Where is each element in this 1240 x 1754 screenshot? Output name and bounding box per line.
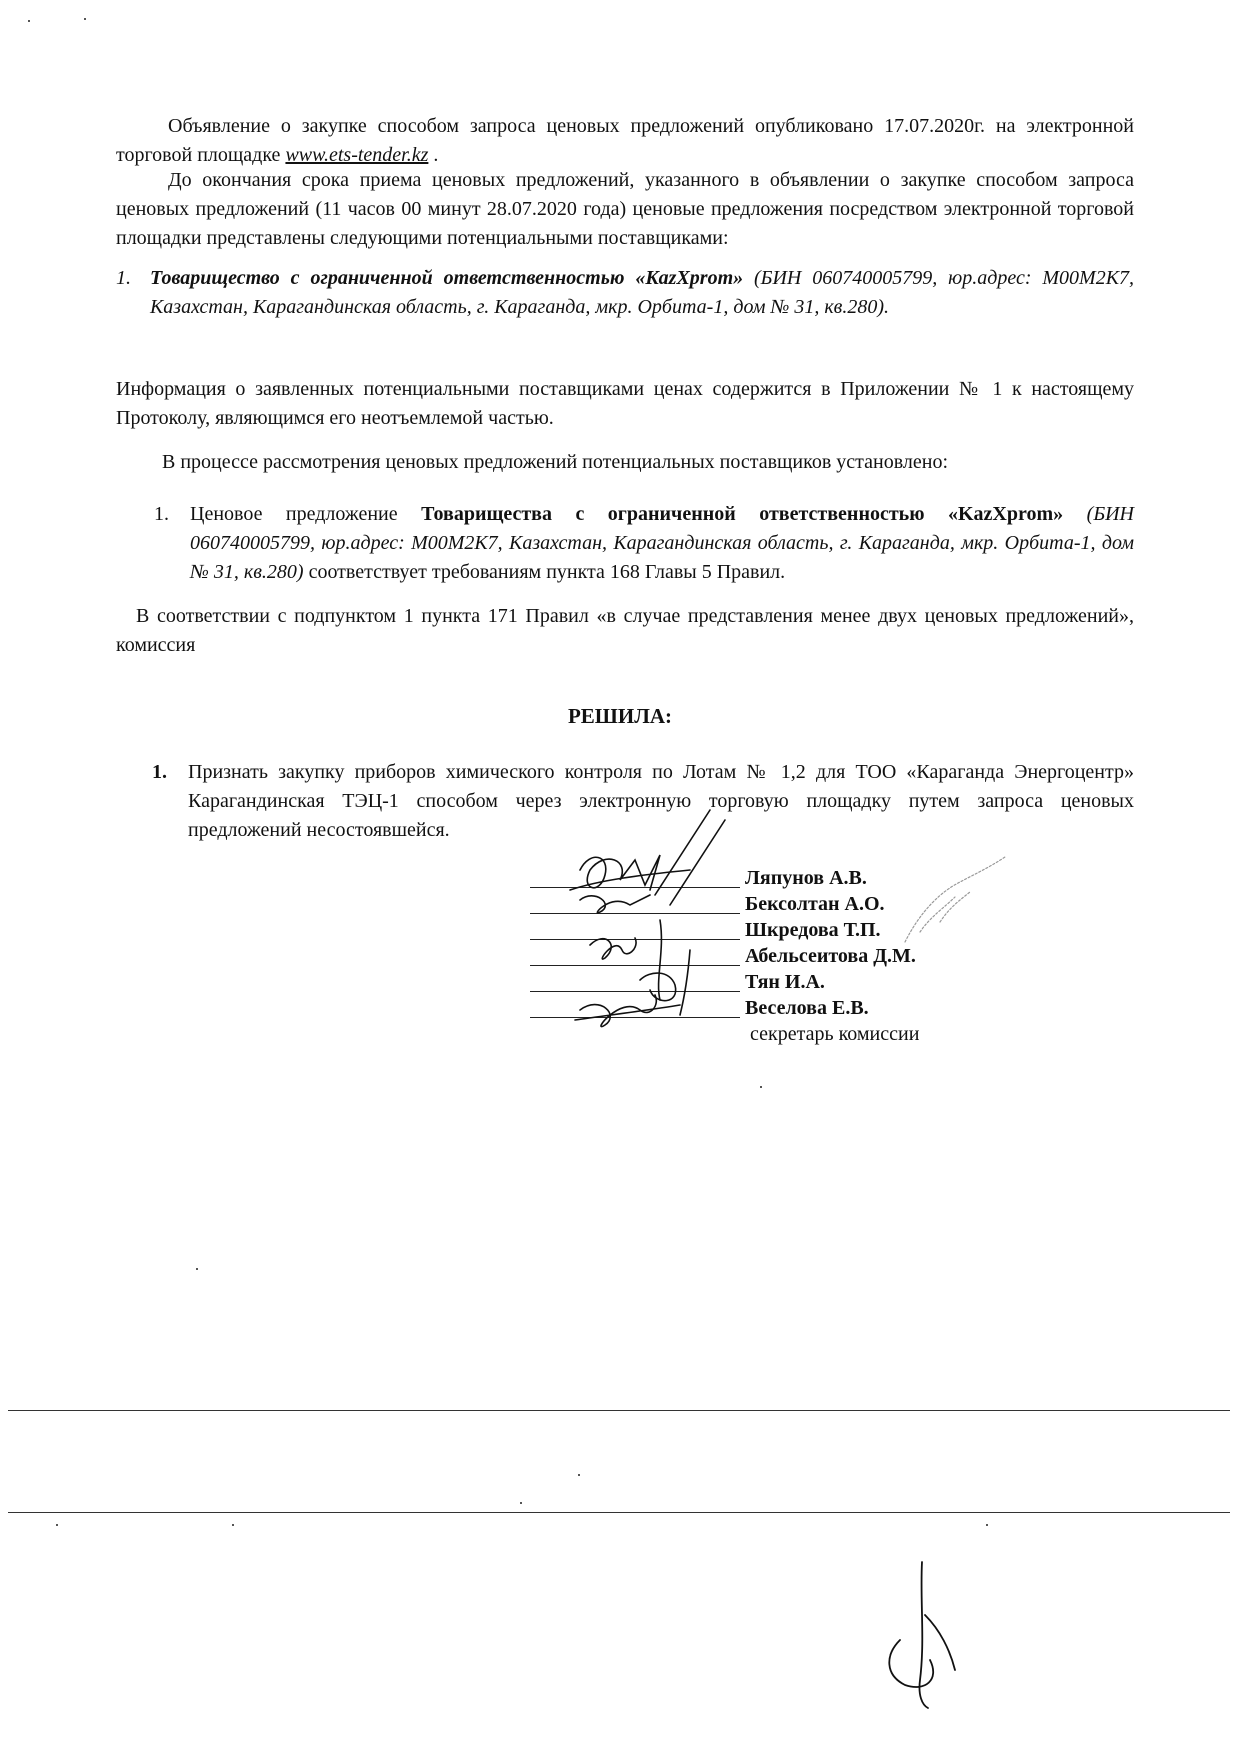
scan-speck — [56, 1524, 58, 1526]
finding-prefix: Ценовое предложение — [190, 503, 422, 525]
finding-details: (БИН 060740005799, юр.адрес: М00М2К7, Казахстан, Карагандинская область, г. Караганда, мкр. Орбита-1, дом № 31, кв.280) — [190, 503, 1134, 583]
signatory-name: Бексолтан А.О. — [745, 893, 885, 915]
signatory-name: Ляпунов А.В. — [745, 867, 867, 889]
announcement-text: Объявление о закупке способом запроса ценовых предложений опубликовано 17.07.2020г. на электронной торговой площадке — [116, 115, 1134, 166]
supplier-item — [116, 264, 1134, 322]
review-intro-paragraph: В процессе рассмотрения ценовых предложений потенциальных поставщиков установлено: — [162, 451, 948, 473]
decision-number: 1. — [152, 761, 167, 783]
scan-speck — [760, 1086, 762, 1088]
supplier-details: (БИН 060740005799, юр.адрес: М00М2К7, Казахстан, Карагандинская область, г. Караганда, мкр. Орбита-1, дом № 31, кв.280). — [150, 267, 1134, 318]
decision-heading: РЕШИЛА: — [567, 704, 673, 728]
deadline-paragraph: До окончания срока приема ценовых предложений, указанного в объявлении о закупке способом запроса ценовых предложений (11 часов 00 минут 28.07.2020 года) ценовые предложения посредством электронной торговой площадки представлены следующими потенциальными поставщиками: — [116, 169, 1134, 249]
scan-speck — [986, 1524, 988, 1526]
rule-171-paragraph: В соответствии с подпунктом 1 пункта 171 Правил «в случае представления менее двух ценовых предложений», комиссия — [116, 605, 1134, 656]
scan-speck — [28, 20, 30, 22]
scan-speck — [520, 1502, 522, 1504]
horizontal-rule — [8, 1410, 1230, 1411]
handwritten-signatures — [560, 810, 780, 1040]
scan-speck — [578, 1474, 580, 1476]
signatory-name: Веселова Е.В. — [745, 997, 869, 1019]
announcement-paragraph — [116, 112, 1134, 170]
decision-text: Признать закупку приборов химического контроля по Лотам № 1,2 для ТОО «Караганда Энергоцентр» Карагандинская ТЭЦ-1 способом через электронную торговую площадку путем запроса ценовых предложений несостоявшейся. — [188, 761, 1134, 841]
initials-mark — [880, 1560, 960, 1710]
scan-speck — [232, 1524, 234, 1526]
scan-speck — [84, 18, 86, 20]
finding-suffix: соответствует требованиям пункта 168 Главы 5 Правил. — [303, 561, 786, 583]
horizontal-rule — [8, 1512, 1230, 1513]
secretary-role: секретарь комиссии — [750, 1023, 920, 1045]
signatory-name: Абельсеитова Д.М. — [745, 945, 916, 967]
announcement-end: . — [428, 144, 439, 166]
prices-info-paragraph: Информация о заявленных потенциальными поставщиками ценах содержится в Приложении № 1 к настоящему Протоколу, являющимся его неотъемлемой частью. — [116, 378, 1134, 429]
tender-site-link[interactable]: www.ets-tender.kz — [285, 144, 429, 166]
finding-number: 1. — [154, 503, 169, 525]
finding-item — [154, 500, 1134, 587]
supplier-name: Товарищество с ограниченной ответственностью «KazXprom» — [150, 267, 744, 289]
finding-name: Товарищества с ограниченной ответственностью «KazXprom» — [421, 503, 1064, 525]
faint-signature-mark — [900, 852, 1010, 952]
signatory-name: Шкредова Т.П. — [745, 919, 881, 941]
supplier-number: 1. — [116, 267, 131, 289]
scan-speck — [196, 1268, 198, 1270]
signatory-name: Тян И.А. — [745, 971, 825, 993]
